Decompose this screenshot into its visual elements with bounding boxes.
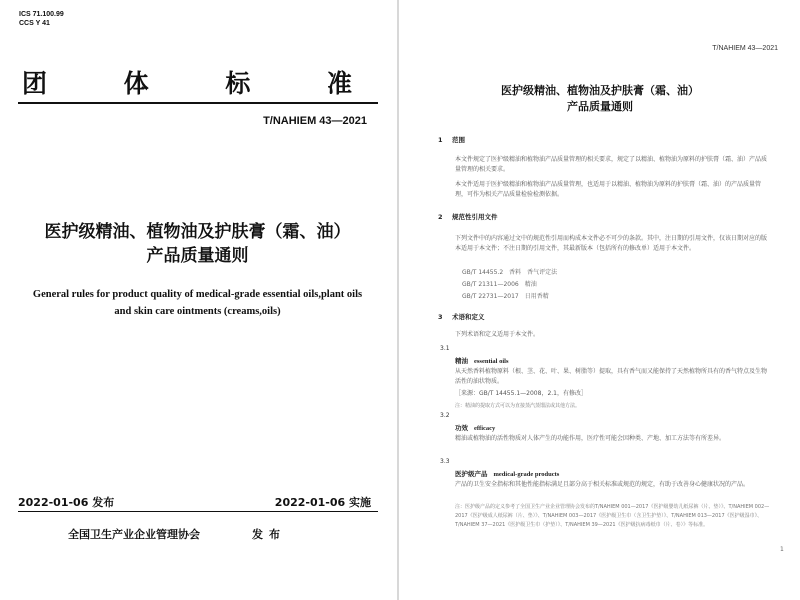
page-title-line-2: 产品质量通则 bbox=[567, 100, 633, 113]
section-title: 术语和定义 bbox=[452, 313, 485, 321]
paragraph: 下列文件中的内容通过文中的规范性引用而构成本文件必不可少的条款。其中，注日期的引用文件，仅该日期对应的版本适用于本文件；不注日期的引用文件，其最新版本（包括所有的修改单）适用于本文件。 bbox=[455, 235, 768, 252]
term-chinese: 医护级产品 bbox=[455, 470, 488, 478]
term-definition: 从天然香料植物原料（根、茎、花、叶、果、树脂等）提取，具有香气而又能保持了天然植物所具有的香气特点及生物活性的油状物质。 bbox=[455, 368, 768, 385]
paragraph: 本文件规定了医护级精油和植物油产品质量管理的相关要求，规定了以精油、植物油为原料的护肤膏（霜、油）产品质量管理的相关要求。 bbox=[455, 156, 768, 173]
cover-page bbox=[0, 0, 395, 600]
section-title: 范围 bbox=[452, 136, 465, 144]
standard-number: T/NAHIEM 43—2021 bbox=[263, 115, 367, 127]
term-source: ［来源：GB/T 14455.1—2008，2.1，有修改］ bbox=[455, 390, 587, 397]
section-title: 规范性引用文件 bbox=[452, 213, 498, 221]
publish-label: 发布 bbox=[252, 528, 286, 541]
content-page bbox=[400, 0, 800, 600]
standard-type-char: 准 bbox=[326, 69, 352, 98]
section-number: 3 bbox=[438, 313, 443, 321]
term-number: 3.3 bbox=[440, 458, 450, 465]
page-header-number: T/NAHIEM 43—2021 bbox=[712, 45, 778, 52]
term-english: essential oils bbox=[474, 358, 509, 365]
term-heading bbox=[455, 356, 509, 365]
english-title-line-1: General rules for product quality of medical-grade essential oils,plant oils bbox=[32, 289, 363, 300]
ics-code: ICS 71.100.99 bbox=[19, 11, 64, 18]
term-number: 3.1 bbox=[440, 345, 450, 352]
header-divider bbox=[18, 102, 378, 104]
chinese-title-line-1: 医护级精油、植物油及护肤膏（霜、油） bbox=[44, 222, 351, 242]
page-number: 1 bbox=[780, 546, 784, 553]
term-note: 注：医护级产品的定义参考了全国卫生产业企业管理协会发布的T/NAHIEM 001—2017《医护级婴幼儿纸尿裤（片、垫）》、T/NAHIEM 002—2017《医护级成人纸尿裤（片、垫）》、T/NAHIEM 003—2017《医护级卫生巾（含卫生护垫）》、T/NAHIEM 013—2017《医护级湿巾》、T/NAHIEM 37—2021《医护级卫生巾（护垫）》、T/NAHIEM 39—2021《医护级抗病毒纸巾（片、卷）》等标准。 bbox=[455, 504, 770, 528]
page-gutter bbox=[397, 0, 399, 600]
implementation-date: 2022-01-06 实施 bbox=[274, 496, 371, 509]
term-chinese: 功效 bbox=[455, 424, 468, 432]
standard-type-char: 团 bbox=[22, 69, 48, 98]
chinese-title-line-2: 产品质量通则 bbox=[146, 246, 249, 266]
term-chinese: 精油 bbox=[455, 357, 468, 365]
publisher-name: 全国卫生产业企业管理协会 bbox=[68, 528, 200, 541]
standard-type-char: 标 bbox=[225, 69, 251, 98]
standard-type-char: 体 bbox=[123, 69, 149, 98]
paragraph: 下列术语和定义适用于本文件。 bbox=[455, 331, 540, 338]
term-english: medical-grade products bbox=[493, 471, 560, 478]
term-english: efficacy bbox=[474, 425, 496, 432]
ccs-code: CCS Y 41 bbox=[19, 20, 50, 27]
section-number: 1 bbox=[438, 136, 443, 144]
reference-item: GB/T 14455.2 香料 香气评定法 bbox=[462, 269, 558, 276]
page-title-line-1: 医护级精油、植物油及护肤膏（霜、油） bbox=[501, 84, 699, 97]
term-definition: 精油或植物油的活性物质对人体产生的功能作用，医疗性可能会因种类、产地、加工方法等有所差异。 bbox=[455, 435, 726, 442]
term-heading bbox=[455, 469, 559, 478]
term-note: 注：精油的提取方式可以为直接蒸汽蒸馏法或其他方法。 bbox=[455, 403, 581, 409]
section-heading bbox=[438, 135, 465, 144]
reference-item: GB/T 21311—2006 精油 bbox=[462, 281, 537, 288]
reference-item: GB/T 22731—2017 日用香精 bbox=[462, 293, 549, 300]
term-heading bbox=[455, 423, 495, 432]
term-number: 3.2 bbox=[440, 412, 450, 419]
classification-codes bbox=[19, 10, 64, 28]
section-heading bbox=[438, 312, 485, 321]
english-title-line-2: and skin care ointments (creams,oils) bbox=[114, 306, 281, 317]
term-definition: 产品的卫生安全指标和其他性能指标满足且部分高于相关标准或规范的规定，有助于改善身心健康状况的产品。 bbox=[455, 481, 750, 488]
issue-date: 2022-01-06 发布 bbox=[18, 496, 115, 509]
section-number: 2 bbox=[438, 213, 443, 221]
footer-divider bbox=[18, 511, 378, 512]
paragraph: 本文件适用于医护级精油和植物油产品质量管理，也适用于以精油、植物油为原料的护肤膏（霜、油）的产品质量管理，可作为相关产品质量检验检测依据。 bbox=[455, 181, 762, 198]
standard-type-heading bbox=[22, 64, 352, 100]
section-heading bbox=[438, 212, 498, 221]
